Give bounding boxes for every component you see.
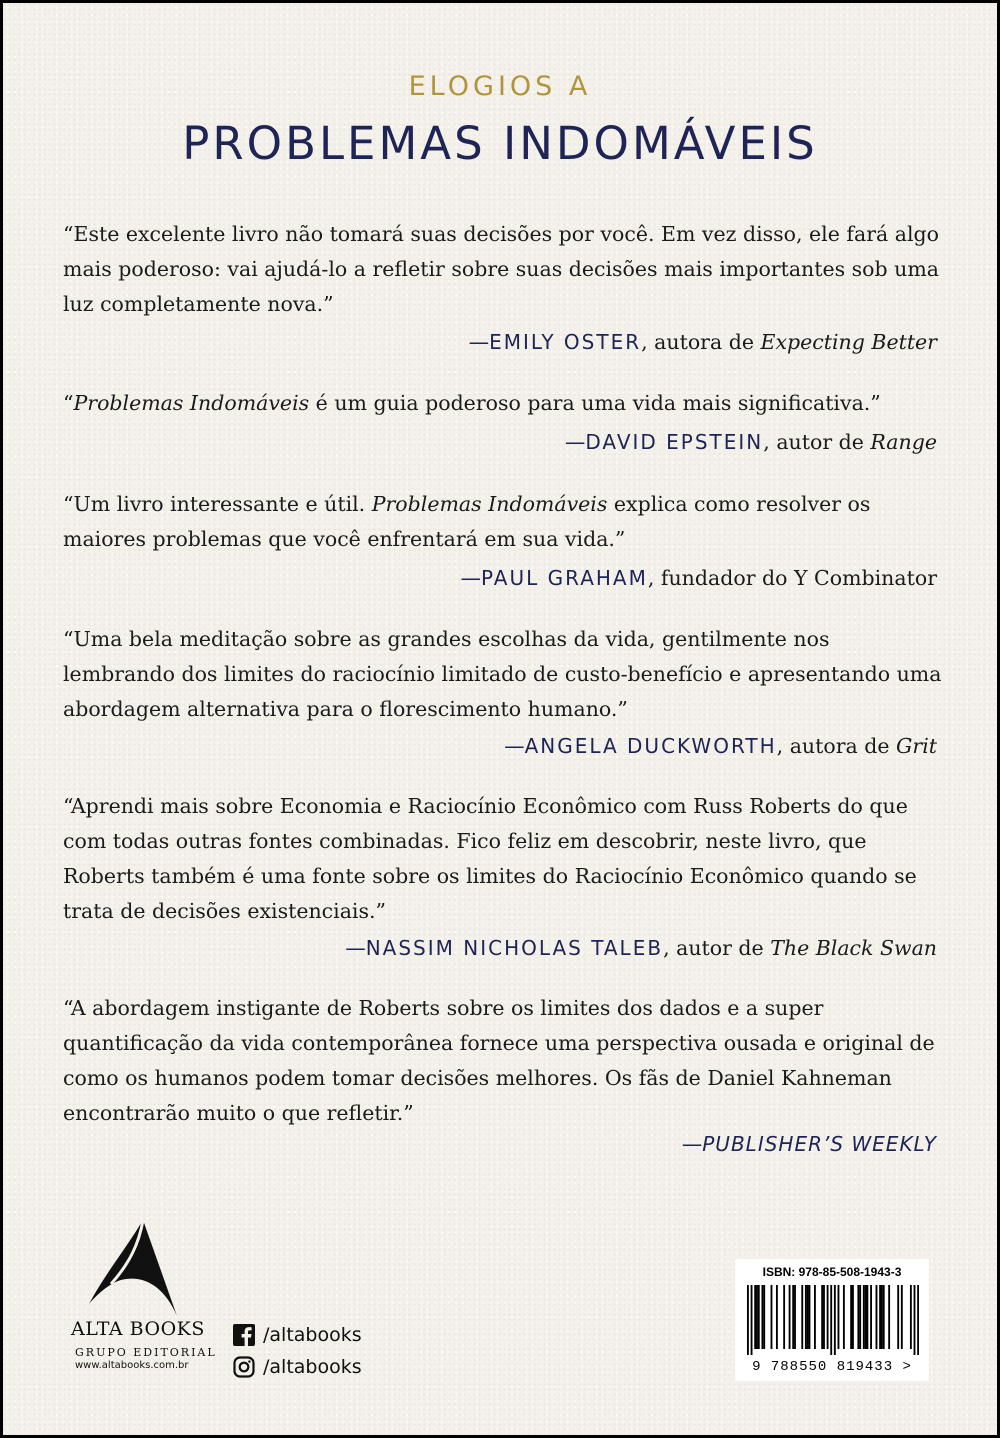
quote-block bbox=[63, 487, 943, 557]
quote-text bbox=[63, 487, 943, 557]
quote-block bbox=[63, 789, 943, 929]
barcode-bar bbox=[763, 1285, 765, 1349]
author-name: PAUL GRAHAM bbox=[481, 566, 648, 590]
quote-text: “Este excelente livro não tomará suas decisões por você. Em vez disso, ele fará algo mais poderoso: vai ajudá-lo a refletir sobre suas decisões mais importantes sob uma luz completamente nova.” bbox=[63, 222, 940, 316]
barcode-bar bbox=[917, 1285, 919, 1355]
instagram-handle bbox=[233, 1356, 362, 1378]
barcode-bar bbox=[776, 1285, 778, 1349]
quote-attribution bbox=[504, 729, 937, 764]
em-dash: — bbox=[460, 566, 482, 590]
barcode-bar bbox=[789, 1285, 791, 1349]
author-work: Expecting Better bbox=[760, 330, 937, 354]
quote-text bbox=[63, 386, 943, 421]
author-role: , fundador do Y Combinator bbox=[647, 566, 937, 590]
author-role: , autora de bbox=[641, 330, 761, 354]
barcode-bar bbox=[754, 1285, 756, 1349]
barcode-bar bbox=[809, 1285, 811, 1349]
barcode-bar bbox=[783, 1285, 785, 1349]
publisher-subtitle: GRUPO EDITORIAL bbox=[75, 1346, 217, 1359]
quote-book-title: Problemas Indomáveis bbox=[371, 492, 608, 516]
quote-text-start: “ bbox=[63, 391, 74, 415]
barcode-bar bbox=[914, 1285, 916, 1355]
barcode-bar bbox=[870, 1285, 872, 1349]
barcode-bar bbox=[834, 1285, 836, 1355]
barcode-bar bbox=[910, 1285, 912, 1349]
quote-text: “A abordagem instigante de Roberts sobre os limites dos dados e a super quantificação da vida contemporânea fornece uma perspectiva ousada e original de como os humanos podem tomar decisões melhores. Os fãs de Daniel Kahneman encontrarão muito o que refletir.” bbox=[63, 996, 935, 1125]
barcode-bar bbox=[859, 1285, 861, 1349]
isbn-label: ISBN: 978-85-508-1943-3 bbox=[762, 1265, 902, 1279]
barcode-digits: 9 788550 819433 > bbox=[752, 1359, 912, 1375]
instagram-handle-text: /altabooks bbox=[263, 1356, 362, 1378]
quote-attribution bbox=[469, 325, 937, 360]
barcode-panel bbox=[735, 1259, 929, 1381]
barcode-bar bbox=[838, 1285, 840, 1349]
facebook-icon bbox=[233, 1324, 255, 1346]
facebook-handle-text: /altabooks bbox=[263, 1324, 362, 1346]
ean13-barcode bbox=[747, 1285, 919, 1355]
author-work: The Black Swan bbox=[770, 936, 937, 960]
quote-attribution bbox=[682, 1127, 937, 1162]
author-role: , autor de bbox=[763, 430, 871, 454]
em-dash: — bbox=[564, 430, 586, 454]
publisher-url: www.altabooks.com.br bbox=[75, 1360, 189, 1371]
barcode-bar bbox=[823, 1285, 825, 1349]
barcode-bar bbox=[843, 1285, 845, 1349]
author-role: , autor de bbox=[663, 936, 771, 960]
barcode-bar bbox=[821, 1285, 823, 1349]
quote-text: “Aprendi mais sobre Economia e Raciocínio Econômico com Russ Roberts do que com todas outras fontes combinadas. Fico feliz em descobrir, neste livro, que Roberts também é uma fonte sobre os limites do Raciocínio Econômico quando se trata de decisões existenciais.” bbox=[63, 794, 917, 923]
barcode-bar bbox=[747, 1285, 749, 1355]
back-cover bbox=[3, 3, 997, 1435]
quote-block bbox=[63, 991, 943, 1131]
barcode-bar bbox=[801, 1285, 803, 1349]
eyebrow-heading: ELOGIOS A bbox=[408, 71, 592, 102]
quote-attribution bbox=[565, 425, 937, 460]
barcode-bar bbox=[866, 1285, 868, 1349]
barcode-bar bbox=[771, 1285, 773, 1349]
book-title: PROBLEMAS INDOMÁVEIS bbox=[182, 117, 818, 170]
publisher-name: ALTA BOOKS bbox=[71, 1318, 205, 1340]
barcode-bar bbox=[751, 1285, 753, 1355]
quote-attribution bbox=[461, 561, 937, 596]
barcode-bar bbox=[756, 1285, 758, 1349]
barcode-bar bbox=[814, 1285, 816, 1349]
quote-block bbox=[63, 386, 943, 421]
author-name: NASSIM NICHOLAS TALEB bbox=[365, 936, 664, 960]
facebook-handle bbox=[233, 1324, 362, 1346]
barcode-bar bbox=[805, 1285, 807, 1349]
barcode-bar bbox=[850, 1285, 852, 1349]
author-name: ANGELA DUCKWORTH bbox=[524, 734, 777, 758]
author-role: , autora de bbox=[776, 734, 897, 758]
quote-text: “Uma bela meditação sobre as grandes escolhas da vida, gentilmente nos lembrando dos limites do raciocínio limitado de custo-benefício e apresentando uma abordagem alternativa para o florescimento humano.” bbox=[63, 627, 942, 721]
barcode-bar bbox=[876, 1285, 878, 1349]
quote-block bbox=[63, 217, 943, 322]
barcode-bar bbox=[901, 1285, 903, 1349]
quote-text-start: “Um livro interessante e útil. bbox=[63, 492, 372, 516]
barcode-bar bbox=[827, 1285, 829, 1349]
author-name: EMILY OSTER bbox=[489, 330, 642, 354]
barcode-bar bbox=[857, 1285, 859, 1349]
quote-book-title: Problemas Indomáveis bbox=[73, 391, 310, 415]
author-name: PUBLISHER’S WEEKLY bbox=[702, 1132, 937, 1156]
quote-text-end: é um guia poderoso para uma vida mais significativa.” bbox=[309, 391, 881, 415]
quote-attribution bbox=[345, 931, 937, 966]
barcode-bar bbox=[852, 1285, 854, 1349]
barcode-bar bbox=[897, 1285, 899, 1349]
barcode-bar bbox=[881, 1285, 883, 1349]
em-dash: — bbox=[504, 734, 525, 758]
quote-text-end: explica como resolver os maiores problemas que você enfrentará em sua vida.” bbox=[63, 492, 871, 551]
barcode-bar bbox=[863, 1285, 865, 1349]
em-dash: — bbox=[681, 1132, 703, 1156]
author-name: DAVID EPSTEIN bbox=[585, 430, 764, 454]
barcode-bar bbox=[830, 1285, 832, 1355]
em-dash: — bbox=[468, 330, 490, 354]
quote-block bbox=[63, 622, 943, 727]
barcode-bar bbox=[794, 1285, 796, 1349]
barcode-bar bbox=[761, 1285, 763, 1349]
author-work: Grit bbox=[896, 734, 937, 758]
barcode-bar bbox=[865, 1285, 867, 1349]
barcode-bar bbox=[883, 1285, 885, 1349]
alta-books-sail-logo-icon bbox=[81, 1218, 191, 1318]
instagram-icon bbox=[233, 1356, 255, 1378]
barcode-bar bbox=[888, 1285, 890, 1349]
barcode-bar bbox=[792, 1285, 794, 1349]
author-work: Range bbox=[870, 430, 937, 454]
barcode-bar bbox=[758, 1285, 760, 1349]
barcode-bar bbox=[879, 1285, 881, 1349]
barcode-bar bbox=[807, 1285, 809, 1349]
em-dash: — bbox=[345, 936, 366, 960]
